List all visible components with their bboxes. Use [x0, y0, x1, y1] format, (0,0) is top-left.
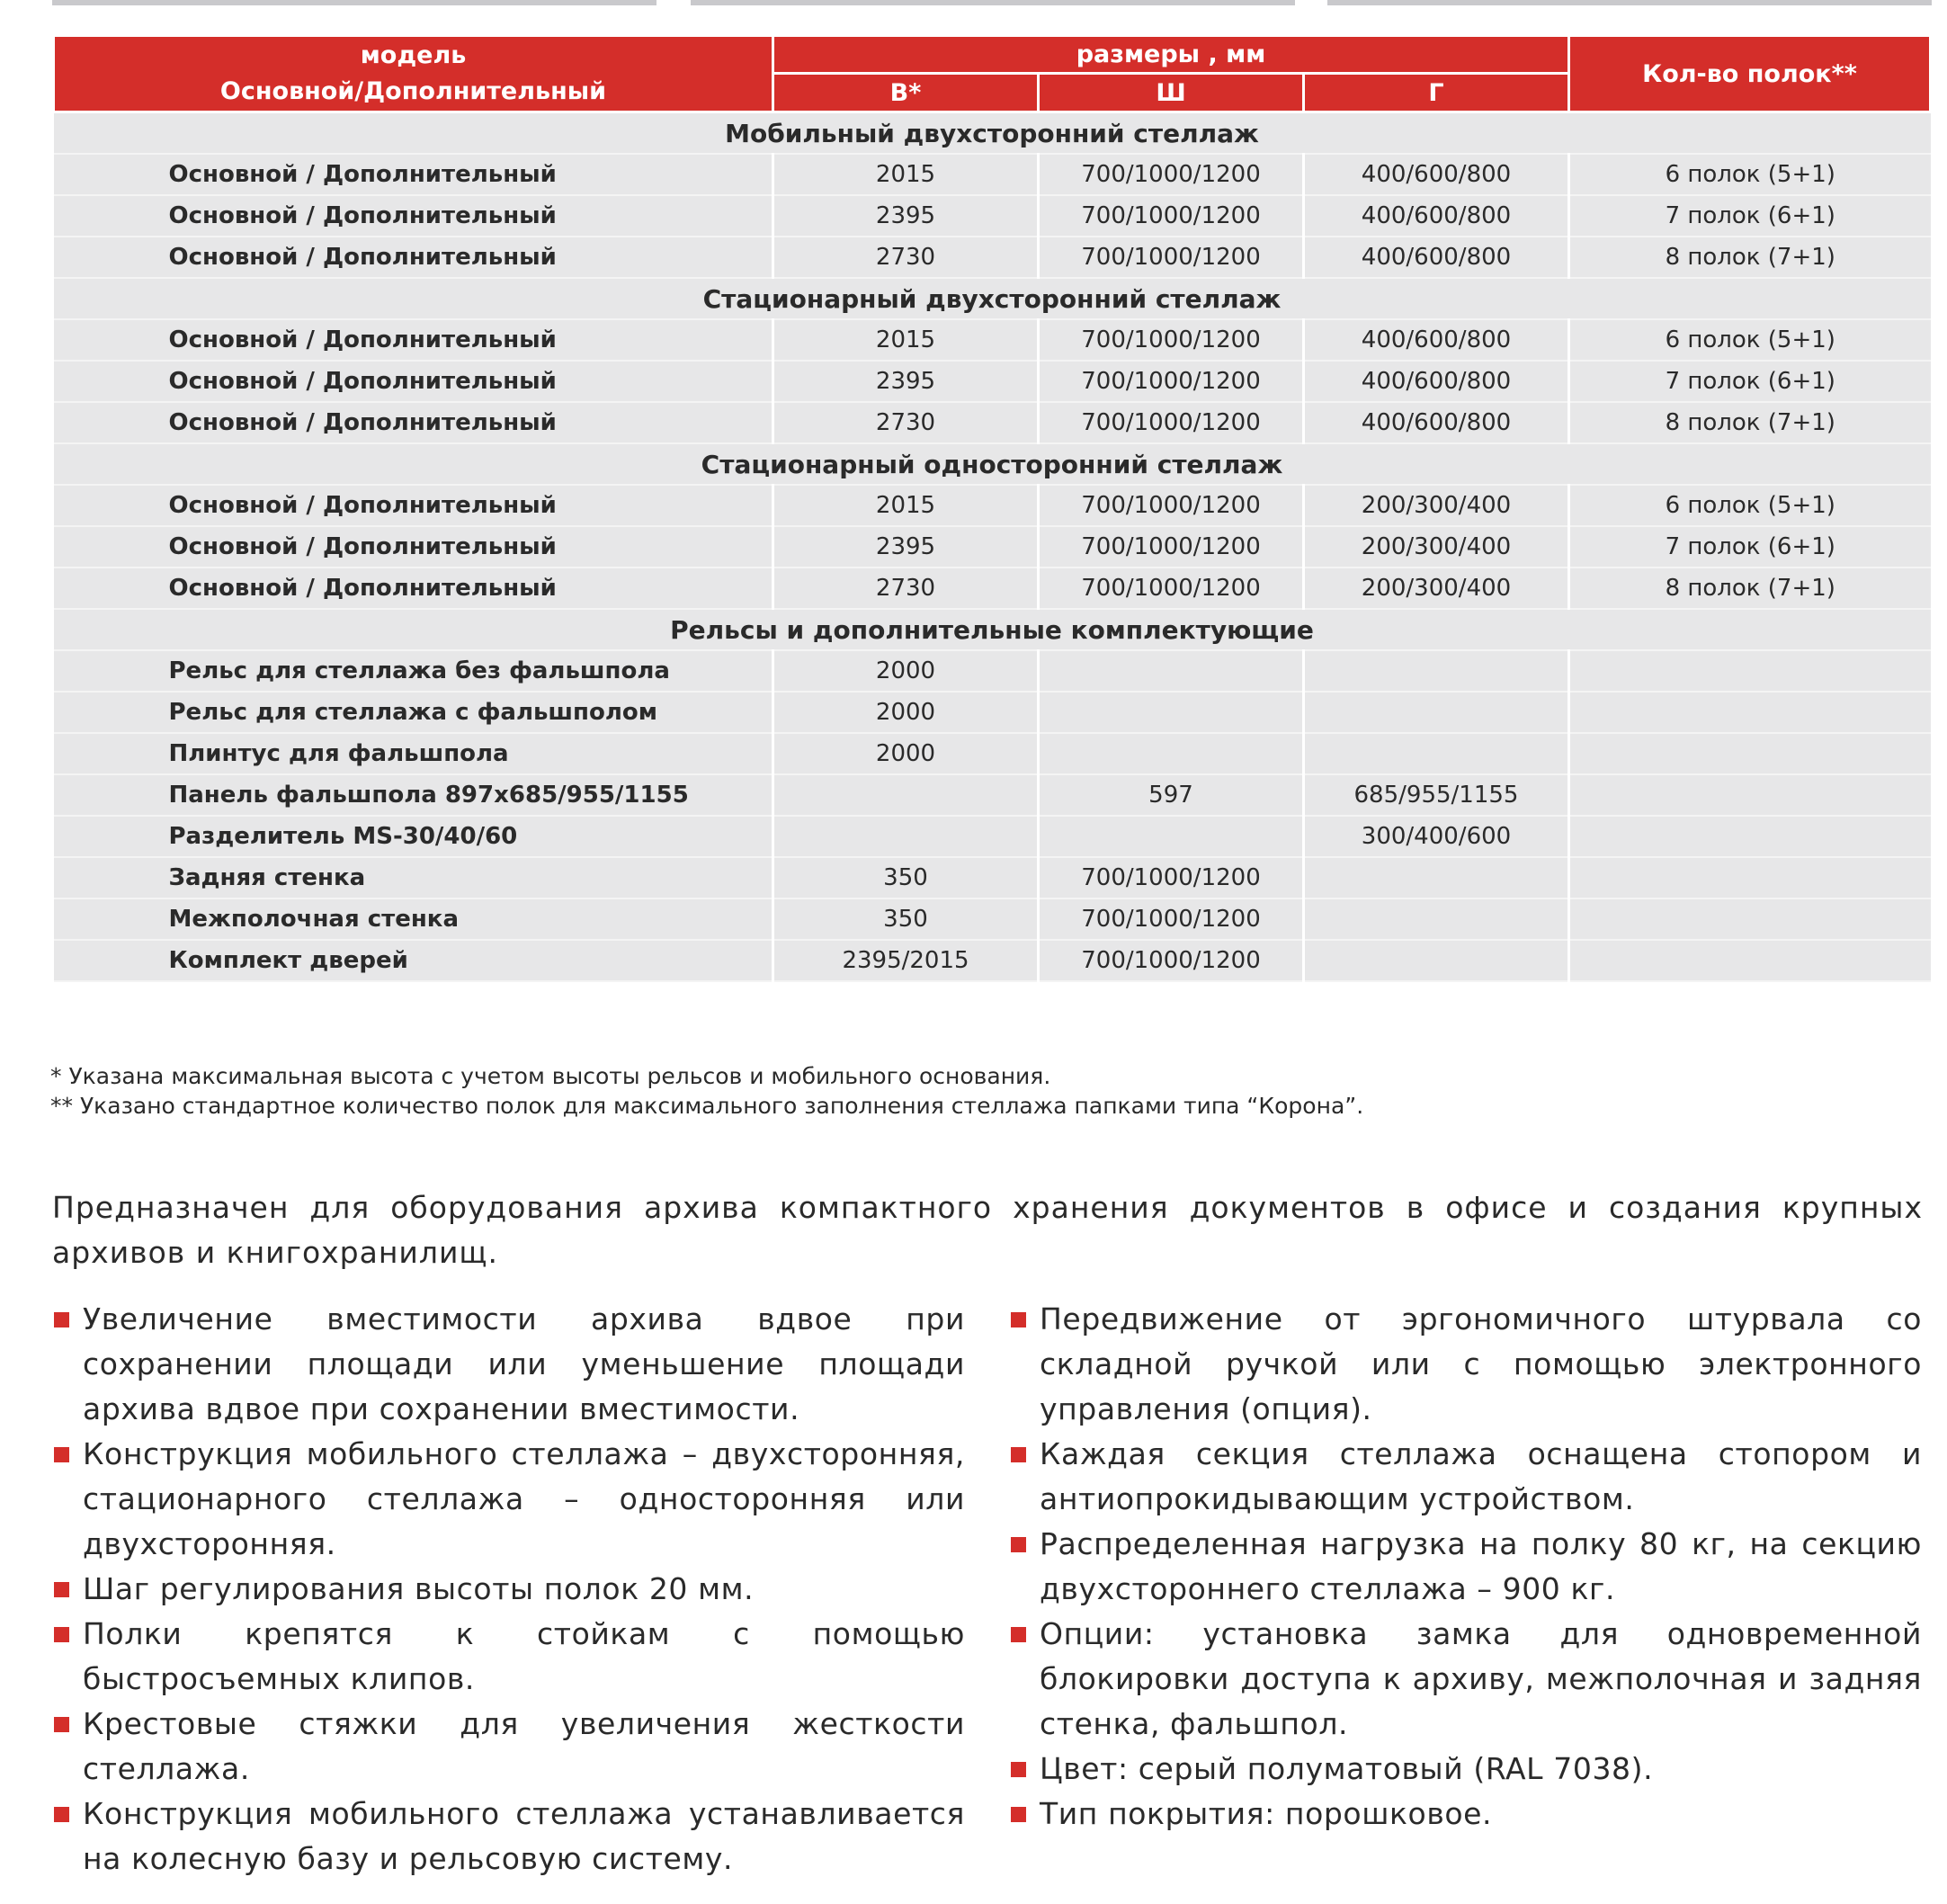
cell-shelves: 8 полок (7+1) — [1569, 237, 1931, 278]
item-name: Панель фальшпола 897х685/955/1155 — [54, 774, 773, 816]
cell-shelves: 8 полок (7+1) — [1569, 568, 1931, 609]
feature-text: Крестовые стяжки для увеличения жесткости стеллажа. — [83, 1706, 965, 1786]
feature-item — [52, 1612, 965, 1702]
square-bullet-icon — [1011, 1627, 1026, 1642]
cell-depth — [1304, 650, 1569, 692]
feature-text: Передвижение от эргономичного штурвала со складной ручкой или с помощью электронного управления (опция). — [1040, 1301, 1922, 1426]
photo-edge-3 — [1327, 0, 1932, 5]
section-row — [54, 278, 1931, 319]
cell-depth — [1304, 857, 1569, 898]
cell-shelves — [1569, 774, 1931, 816]
table-row — [54, 774, 1931, 816]
item-name: Плинтус для фальшпола — [54, 733, 773, 774]
cell-width: 700/1000/1200 — [1039, 319, 1304, 361]
item-name: Основной / Дополнительный — [54, 526, 773, 568]
cell-height: 2730 — [773, 402, 1039, 443]
cell-width: 700/1000/1200 — [1039, 361, 1304, 402]
cell-height: 2730 — [773, 568, 1039, 609]
table-row — [54, 361, 1931, 402]
item-name: Основной / Дополнительный — [54, 402, 773, 443]
cell-height: 2015 — [773, 319, 1039, 361]
table-row — [54, 857, 1931, 898]
cell-height: 2000 — [773, 733, 1039, 774]
cell-width: 700/1000/1200 — [1039, 154, 1304, 195]
cell-depth — [1304, 898, 1569, 940]
item-name: Рельс для стеллажа с фальшполом — [54, 692, 773, 733]
item-name: Основной / Дополнительный — [54, 361, 773, 402]
table-row — [54, 650, 1931, 692]
cell-shelves — [1569, 940, 1931, 981]
feature-text: Полки крепятся к стойкам с помощью быстросъемных клипов. — [83, 1616, 965, 1696]
section-title: Стационарный двухсторонний стеллаж — [54, 278, 1931, 319]
cell-depth: 400/600/800 — [1304, 237, 1569, 278]
footnote-shelves: ** Указано стандартное количество полок для максимального заполнения стеллажа папками типа “Корона”. — [50, 1093, 1364, 1119]
item-name: Разделитель MS-30/40/60 — [54, 816, 773, 857]
item-name: Межполочная стенка — [54, 898, 773, 940]
cell-shelves: 6 полок (5+1) — [1569, 154, 1931, 195]
cell-width: 700/1000/1200 — [1039, 568, 1304, 609]
feature-item — [1009, 1612, 1922, 1747]
cell-shelves — [1569, 733, 1931, 774]
table-row — [54, 237, 1931, 278]
cell-height: 2015 — [773, 154, 1039, 195]
intro-paragraph: Предназначен для оборудования архива компактного хранения документов в офисе и создания крупных архивов и книгохранилищ. — [52, 1190, 1923, 1270]
cell-depth — [1304, 692, 1569, 733]
table-row — [54, 526, 1931, 568]
feature-item — [52, 1702, 965, 1792]
cell-height: 2395 — [773, 361, 1039, 402]
item-name: Основной / Дополнительный — [54, 568, 773, 609]
footnotes — [50, 1061, 1363, 1121]
cell-width: 700/1000/1200 — [1039, 402, 1304, 443]
cell-width — [1039, 650, 1304, 692]
cell-height: 350 — [773, 857, 1039, 898]
cell-height: 2730 — [773, 237, 1039, 278]
header-model — [54, 36, 773, 112]
cell-depth: 400/600/800 — [1304, 402, 1569, 443]
square-bullet-icon — [54, 1582, 69, 1597]
cell-shelves: 6 полок (5+1) — [1569, 319, 1931, 361]
table-row — [54, 816, 1931, 857]
features-right-list — [1009, 1297, 1922, 1837]
feature-item — [1009, 1747, 1922, 1792]
cell-width — [1039, 692, 1304, 733]
table-row — [54, 733, 1931, 774]
square-bullet-icon — [1011, 1537, 1026, 1552]
header-width: Ш — [1039, 74, 1304, 112]
cell-depth: 400/600/800 — [1304, 195, 1569, 237]
section-title: Рельсы и дополнительные комплектующие — [54, 609, 1931, 650]
cell-depth: 400/600/800 — [1304, 319, 1569, 361]
item-name: Задняя стенка — [54, 857, 773, 898]
feature-item — [52, 1432, 965, 1567]
square-bullet-icon — [54, 1312, 69, 1327]
cell-height — [773, 774, 1039, 816]
cell-shelves — [1569, 816, 1931, 857]
cell-height: 2000 — [773, 692, 1039, 733]
table-row — [54, 319, 1931, 361]
table-row — [54, 195, 1931, 237]
feature-text: Цвет: серый полуматовый (RAL 7038). — [1040, 1751, 1654, 1786]
cell-height: 2000 — [773, 650, 1039, 692]
item-name: Основной / Дополнительный — [54, 195, 773, 237]
photo-edge-2 — [691, 0, 1295, 5]
cell-height: 2395 — [773, 526, 1039, 568]
cell-shelves — [1569, 692, 1931, 733]
square-bullet-icon — [1011, 1762, 1026, 1777]
feature-item — [52, 1297, 965, 1432]
table-row — [54, 402, 1931, 443]
cell-shelves: 7 полок (6+1) — [1569, 361, 1931, 402]
features-left-column — [52, 1297, 965, 1882]
cell-width: 700/1000/1200 — [1039, 940, 1304, 981]
cell-width: 597 — [1039, 774, 1304, 816]
feature-text: Распределенная нагрузка на полку 80 кг, на секцию двухстороннего стеллажа – 900 кг. — [1040, 1526, 1922, 1606]
cell-shelves — [1569, 898, 1931, 940]
feature-item — [1009, 1432, 1922, 1522]
item-name: Основной / Дополнительный — [54, 237, 773, 278]
cell-width: 700/1000/1200 — [1039, 485, 1304, 526]
item-name: Комплект дверей — [54, 940, 773, 981]
section-title: Мобильный двухсторонний стеллаж — [54, 112, 1931, 155]
feature-item — [1009, 1522, 1922, 1612]
cell-depth: 400/600/800 — [1304, 361, 1569, 402]
cell-depth: 200/300/400 — [1304, 526, 1569, 568]
item-name: Основной / Дополнительный — [54, 485, 773, 526]
section-row — [54, 609, 1931, 650]
cell-shelves: 7 полок (6+1) — [1569, 526, 1931, 568]
cell-depth: 300/400/600 — [1304, 816, 1569, 857]
cell-width: 700/1000/1200 — [1039, 857, 1304, 898]
cell-shelves — [1569, 650, 1931, 692]
feature-text: Шаг регулирования высоты полок 20 мм. — [83, 1571, 755, 1606]
square-bullet-icon — [54, 1627, 69, 1642]
feature-text: Конструкция мобильного стеллажа – двухсторонняя, стационарного стеллажа – односторонняя или двухсторонняя. — [83, 1436, 965, 1561]
item-name: Основной / Дополнительный — [54, 154, 773, 195]
features-left-list — [52, 1297, 965, 1882]
photo-edge-1 — [52, 0, 656, 5]
top-photo-strip — [0, 0, 1947, 7]
header-model-line1: модель — [360, 41, 467, 69]
section-row — [54, 443, 1931, 485]
cell-width: 700/1000/1200 — [1039, 237, 1304, 278]
header-shelves-count: Кол-во полок** — [1569, 36, 1931, 112]
footnote-height: * Указана максимальная высота с учетом высоты рельсов и мобильного основания. — [50, 1063, 1051, 1089]
table-row — [54, 940, 1931, 981]
cell-depth: 685/955/1155 — [1304, 774, 1569, 816]
section-title: Стационарный односторонний стеллаж — [54, 443, 1931, 485]
square-bullet-icon — [54, 1447, 69, 1462]
specification-table-body — [54, 112, 1931, 982]
cell-depth — [1304, 940, 1569, 981]
cell-width — [1039, 816, 1304, 857]
cell-depth — [1304, 733, 1569, 774]
cell-width: 700/1000/1200 — [1039, 195, 1304, 237]
item-name: Основной / Дополнительный — [54, 319, 773, 361]
item-name: Рельс для стеллажа без фальшпола — [54, 650, 773, 692]
cell-height: 350 — [773, 898, 1039, 940]
cell-width: 700/1000/1200 — [1039, 526, 1304, 568]
table-row — [54, 568, 1931, 609]
square-bullet-icon — [1011, 1807, 1026, 1822]
cell-width: 700/1000/1200 — [1039, 898, 1304, 940]
square-bullet-icon — [54, 1717, 69, 1732]
header-depth: Г — [1304, 74, 1569, 112]
square-bullet-icon — [1011, 1312, 1026, 1327]
cell-height: 2395/2015 — [773, 940, 1039, 981]
cell-depth: 400/600/800 — [1304, 154, 1569, 195]
table-row — [54, 692, 1931, 733]
features-right-column — [1009, 1297, 1922, 1837]
cell-shelves: 7 полок (6+1) — [1569, 195, 1931, 237]
feature-item — [1009, 1297, 1922, 1432]
cell-shelves: 6 полок (5+1) — [1569, 485, 1931, 526]
header-dimensions: размеры , мм — [773, 36, 1569, 74]
cell-height: 2395 — [773, 195, 1039, 237]
feature-text: Тип покрытия: порошковое. — [1040, 1796, 1493, 1831]
section-row — [54, 112, 1931, 155]
feature-text: Опции: установка замка для одновременной блокировки доступа к архиву, межполочная и задняя стенка, фальшпол. — [1040, 1616, 1922, 1741]
cell-depth: 200/300/400 — [1304, 485, 1569, 526]
header-model-line2: Основной/Дополнительный — [219, 77, 607, 105]
feature-text: Конструкция мобильного стеллажа устанавливается на колесную базу и рельсовую систему. — [83, 1796, 965, 1876]
table-row — [54, 154, 1931, 195]
feature-item — [52, 1792, 965, 1882]
header-height: В* — [773, 74, 1039, 112]
cell-width — [1039, 733, 1304, 774]
feature-item — [52, 1567, 965, 1612]
square-bullet-icon — [1011, 1447, 1026, 1462]
feature-text: Каждая секция стеллажа оснащена стопором и антиопрокидывающим устройством. — [1040, 1436, 1922, 1516]
square-bullet-icon — [54, 1807, 69, 1822]
specification-table — [52, 34, 1932, 982]
cell-depth: 200/300/400 — [1304, 568, 1569, 609]
cell-height: 2015 — [773, 485, 1039, 526]
cell-height — [773, 816, 1039, 857]
table-row — [54, 485, 1931, 526]
cell-shelves: 8 полок (7+1) — [1569, 402, 1931, 443]
feature-text: Увеличение вместимости архива вдвое при сохранении площади или уменьшение площади архива вдвое при сохранении вместимости. — [83, 1301, 965, 1426]
cell-shelves — [1569, 857, 1931, 898]
feature-item — [1009, 1792, 1922, 1837]
table-row — [54, 898, 1931, 940]
